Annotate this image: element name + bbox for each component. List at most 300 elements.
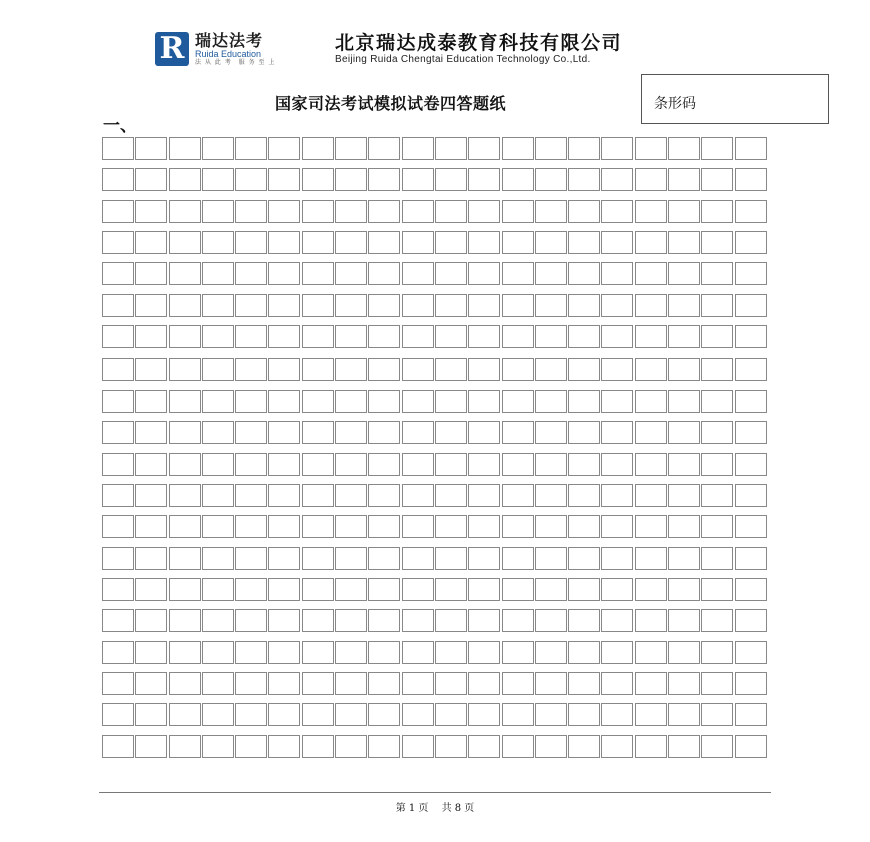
answer-cell[interactable] [635,421,667,444]
answer-cell[interactable] [635,294,667,317]
answer-cell[interactable] [601,200,633,223]
answer-cell[interactable] [635,609,667,632]
answer-cell[interactable] [169,735,201,758]
answer-cell[interactable] [202,294,234,317]
answer-cell[interactable] [135,200,167,223]
answer-cell[interactable] [102,325,134,348]
answer-cell[interactable] [535,358,567,381]
answer-cell[interactable] [302,390,334,413]
answer-cell[interactable] [735,168,767,191]
answer-cell[interactable] [402,515,434,538]
answer-cell[interactable] [368,200,400,223]
answer-cell[interactable] [235,325,267,348]
answer-cell[interactable] [468,735,500,758]
answer-cell[interactable] [435,484,467,507]
answer-cell[interactable] [635,262,667,285]
answer-cell[interactable] [735,578,767,601]
answer-cell[interactable] [135,325,167,348]
answer-cell[interactable] [568,484,600,507]
answer-cell[interactable] [169,231,201,254]
answer-cell[interactable] [102,231,134,254]
answer-cell[interactable] [135,294,167,317]
answer-cell[interactable] [335,421,367,444]
answer-cell[interactable] [402,231,434,254]
answer-cell[interactable] [468,168,500,191]
answer-cell[interactable] [135,703,167,726]
answer-cell[interactable] [102,168,134,191]
answer-cell[interactable] [268,453,300,476]
answer-cell[interactable] [535,515,567,538]
answer-cell[interactable] [335,515,367,538]
answer-cell[interactable] [102,358,134,381]
answer-cell[interactable] [169,390,201,413]
answer-cell[interactable] [568,231,600,254]
answer-cell[interactable] [701,547,733,570]
answer-cell[interactable] [235,515,267,538]
answer-cell[interactable] [568,358,600,381]
answer-cell[interactable] [635,641,667,664]
answer-cell[interactable] [668,735,700,758]
answer-cell[interactable] [535,262,567,285]
answer-cell[interactable] [335,484,367,507]
answer-cell[interactable] [601,609,633,632]
answer-cell[interactable] [601,672,633,695]
answer-cell[interactable] [668,703,700,726]
answer-cell[interactable] [202,421,234,444]
answer-cell[interactable] [169,515,201,538]
answer-cell[interactable] [701,231,733,254]
answer-cell[interactable] [335,390,367,413]
answer-cell[interactable] [268,672,300,695]
answer-cell[interactable] [368,735,400,758]
answer-cell[interactable] [368,294,400,317]
answer-cell[interactable] [268,390,300,413]
answer-cell[interactable] [169,168,201,191]
answer-cell[interactable] [335,358,367,381]
answer-cell[interactable] [235,421,267,444]
answer-cell[interactable] [735,421,767,444]
answer-cell[interactable] [502,358,534,381]
answer-cell[interactable] [235,547,267,570]
answer-cell[interactable] [102,703,134,726]
answer-cell[interactable] [502,735,534,758]
answer-cell[interactable] [701,200,733,223]
answer-cell[interactable] [368,515,400,538]
answer-cell[interactable] [169,200,201,223]
answer-cell[interactable] [335,137,367,160]
answer-cell[interactable] [535,168,567,191]
answer-cell[interactable] [668,547,700,570]
answer-cell[interactable] [568,453,600,476]
answer-cell[interactable] [535,325,567,348]
answer-cell[interactable] [468,137,500,160]
answer-cell[interactable] [468,547,500,570]
answer-cell[interactable] [535,547,567,570]
answer-cell[interactable] [468,421,500,444]
answer-cell[interactable] [735,231,767,254]
answer-cell[interactable] [235,358,267,381]
answer-cell[interactable] [302,484,334,507]
answer-cell[interactable] [601,547,633,570]
answer-cell[interactable] [601,735,633,758]
answer-cell[interactable] [668,421,700,444]
answer-cell[interactable] [202,390,234,413]
answer-cell[interactable] [335,200,367,223]
answer-cell[interactable] [368,168,400,191]
answer-cell[interactable] [701,703,733,726]
answer-cell[interactable] [169,484,201,507]
answer-cell[interactable] [235,609,267,632]
answer-cell[interactable] [102,578,134,601]
answer-cell[interactable] [601,703,633,726]
answer-cell[interactable] [102,262,134,285]
answer-cell[interactable] [568,672,600,695]
answer-cell[interactable] [302,609,334,632]
answer-cell[interactable] [635,547,667,570]
answer-cell[interactable] [568,735,600,758]
answer-cell[interactable] [102,390,134,413]
answer-cell[interactable] [568,421,600,444]
answer-cell[interactable] [502,262,534,285]
answer-cell[interactable] [302,421,334,444]
answer-cell[interactable] [402,703,434,726]
answer-cell[interactable] [235,200,267,223]
answer-cell[interactable] [202,578,234,601]
answer-cell[interactable] [368,421,400,444]
answer-cell[interactable] [502,137,534,160]
answer-cell[interactable] [701,390,733,413]
answer-cell[interactable] [502,168,534,191]
answer-cell[interactable] [368,262,400,285]
answer-cell[interactable] [368,547,400,570]
answer-cell[interactable] [701,515,733,538]
answer-cell[interactable] [302,453,334,476]
answer-cell[interactable] [102,609,134,632]
answer-cell[interactable] [468,578,500,601]
answer-cell[interactable] [202,515,234,538]
answer-cell[interactable] [102,137,134,160]
answer-cell[interactable] [535,453,567,476]
answer-cell[interactable] [435,137,467,160]
answer-cell[interactable] [135,262,167,285]
answer-cell[interactable] [268,325,300,348]
answer-cell[interactable] [135,547,167,570]
answer-cell[interactable] [335,168,367,191]
answer-cell[interactable] [668,358,700,381]
answer-cell[interactable] [202,484,234,507]
answer-cell[interactable] [402,609,434,632]
answer-cell[interactable] [402,262,434,285]
answer-cell[interactable] [735,390,767,413]
answer-cell[interactable] [268,515,300,538]
answer-cell[interactable] [568,547,600,570]
answer-cell[interactable] [435,294,467,317]
answer-cell[interactable] [502,200,534,223]
answer-cell[interactable] [335,294,367,317]
answer-cell[interactable] [202,325,234,348]
answer-cell[interactable] [135,358,167,381]
answer-cell[interactable] [601,262,633,285]
answer-cell[interactable] [235,390,267,413]
answer-cell[interactable] [635,453,667,476]
answer-cell[interactable] [402,735,434,758]
answer-cell[interactable] [701,262,733,285]
answer-cell[interactable] [701,358,733,381]
answer-cell[interactable] [468,231,500,254]
answer-cell[interactable] [302,578,334,601]
answer-cell[interactable] [235,672,267,695]
answer-cell[interactable] [169,358,201,381]
answer-cell[interactable] [502,515,534,538]
answer-cell[interactable] [135,168,167,191]
answer-cell[interactable] [135,453,167,476]
answer-cell[interactable] [235,168,267,191]
answer-cell[interactable] [468,484,500,507]
answer-cell[interactable] [135,231,167,254]
answer-cell[interactable] [268,231,300,254]
answer-cell[interactable] [535,421,567,444]
answer-cell[interactable] [735,672,767,695]
answer-cell[interactable] [368,325,400,348]
answer-cell[interactable] [601,168,633,191]
answer-cell[interactable] [169,703,201,726]
answer-cell[interactable] [701,609,733,632]
answer-cell[interactable] [202,200,234,223]
answer-cell[interactable] [135,609,167,632]
answer-cell[interactable] [335,231,367,254]
answer-cell[interactable] [169,672,201,695]
answer-cell[interactable] [135,390,167,413]
answer-cell[interactable] [302,200,334,223]
answer-cell[interactable] [435,672,467,695]
answer-cell[interactable] [502,325,534,348]
answer-cell[interactable] [202,547,234,570]
answer-cell[interactable] [135,137,167,160]
answer-cell[interactable] [735,262,767,285]
answer-cell[interactable] [468,294,500,317]
answer-cell[interactable] [302,547,334,570]
answer-cell[interactable] [402,390,434,413]
answer-cell[interactable] [635,137,667,160]
answer-cell[interactable] [135,515,167,538]
answer-cell[interactable] [701,421,733,444]
answer-cell[interactable] [635,735,667,758]
answer-cell[interactable] [268,358,300,381]
answer-cell[interactable] [601,515,633,538]
answer-cell[interactable] [202,137,234,160]
answer-cell[interactable] [235,231,267,254]
answer-cell[interactable] [268,641,300,664]
answer-cell[interactable] [735,703,767,726]
answer-cell[interactable] [468,358,500,381]
answer-cell[interactable] [701,484,733,507]
answer-cell[interactable] [568,641,600,664]
answer-cell[interactable] [668,390,700,413]
answer-cell[interactable] [302,515,334,538]
answer-cell[interactable] [601,578,633,601]
answer-cell[interactable] [235,453,267,476]
answer-cell[interactable] [235,735,267,758]
answer-cell[interactable] [701,294,733,317]
answer-cell[interactable] [235,294,267,317]
answer-cell[interactable] [435,421,467,444]
answer-cell[interactable] [435,735,467,758]
answer-cell[interactable] [169,547,201,570]
answer-cell[interactable] [568,515,600,538]
answer-cell[interactable] [735,200,767,223]
answer-cell[interactable] [502,484,534,507]
answer-cell[interactable] [435,453,467,476]
answer-cell[interactable] [202,735,234,758]
answer-cell[interactable] [169,609,201,632]
answer-cell[interactable] [701,453,733,476]
answer-cell[interactable] [268,137,300,160]
answer-cell[interactable] [169,641,201,664]
answer-cell[interactable] [701,137,733,160]
answer-cell[interactable] [635,390,667,413]
answer-cell[interactable] [635,200,667,223]
answer-cell[interactable] [268,294,300,317]
answer-cell[interactable] [601,641,633,664]
answer-cell[interactable] [735,294,767,317]
answer-cell[interactable] [368,358,400,381]
answer-cell[interactable] [268,200,300,223]
answer-cell[interactable] [701,578,733,601]
answer-cell[interactable] [668,515,700,538]
answer-cell[interactable] [568,325,600,348]
answer-cell[interactable] [335,735,367,758]
answer-cell[interactable] [568,578,600,601]
answer-cell[interactable] [302,168,334,191]
answer-cell[interactable] [535,703,567,726]
answer-cell[interactable] [635,672,667,695]
answer-cell[interactable] [268,609,300,632]
answer-cell[interactable] [335,547,367,570]
answer-cell[interactable] [701,641,733,664]
answer-cell[interactable] [202,641,234,664]
answer-cell[interactable] [402,168,434,191]
answer-cell[interactable] [302,294,334,317]
answer-cell[interactable] [435,390,467,413]
answer-cell[interactable] [268,262,300,285]
answer-cell[interactable] [635,484,667,507]
answer-cell[interactable] [468,641,500,664]
answer-cell[interactable] [502,703,534,726]
answer-cell[interactable] [402,358,434,381]
answer-cell[interactable] [169,137,201,160]
answer-cell[interactable] [302,735,334,758]
answer-cell[interactable] [601,325,633,348]
answer-cell[interactable] [535,294,567,317]
answer-cell[interactable] [268,703,300,726]
answer-cell[interactable] [302,672,334,695]
answer-cell[interactable] [502,294,534,317]
answer-cell[interactable] [435,578,467,601]
answer-cell[interactable] [668,609,700,632]
answer-cell[interactable] [535,390,567,413]
answer-cell[interactable] [235,137,267,160]
answer-cell[interactable] [135,578,167,601]
answer-cell[interactable] [535,641,567,664]
answer-cell[interactable] [302,703,334,726]
answer-cell[interactable] [368,641,400,664]
answer-cell[interactable] [568,262,600,285]
answer-cell[interactable] [268,421,300,444]
answer-cell[interactable] [468,609,500,632]
answer-cell[interactable] [668,484,700,507]
answer-cell[interactable] [601,294,633,317]
answer-cell[interactable] [302,325,334,348]
answer-cell[interactable] [668,641,700,664]
answer-cell[interactable] [701,325,733,348]
answer-cell[interactable] [368,703,400,726]
answer-cell[interactable] [535,200,567,223]
answer-cell[interactable] [535,137,567,160]
answer-cell[interactable] [302,262,334,285]
answer-cell[interactable] [268,578,300,601]
answer-cell[interactable] [601,137,633,160]
answer-cell[interactable] [368,484,400,507]
answer-cell[interactable] [102,484,134,507]
answer-cell[interactable] [502,547,534,570]
answer-cell[interactable] [202,231,234,254]
answer-cell[interactable] [268,484,300,507]
answer-cell[interactable] [635,515,667,538]
answer-cell[interactable] [735,453,767,476]
answer-cell[interactable] [368,231,400,254]
answer-cell[interactable] [635,168,667,191]
answer-cell[interactable] [235,578,267,601]
answer-cell[interactable] [169,421,201,444]
answer-cell[interactable] [169,453,201,476]
answer-cell[interactable] [102,547,134,570]
answer-cell[interactable] [102,672,134,695]
answer-cell[interactable] [668,453,700,476]
answer-cell[interactable] [735,547,767,570]
answer-cell[interactable] [202,262,234,285]
answer-cell[interactable] [668,262,700,285]
answer-cell[interactable] [368,390,400,413]
answer-cell[interactable] [435,200,467,223]
answer-cell[interactable] [601,231,633,254]
answer-cell[interactable] [235,641,267,664]
answer-cell[interactable] [735,735,767,758]
answer-cell[interactable] [335,641,367,664]
answer-cell[interactable] [635,231,667,254]
answer-cell[interactable] [368,609,400,632]
answer-cell[interactable] [335,325,367,348]
answer-cell[interactable] [568,703,600,726]
answer-cell[interactable] [668,231,700,254]
answer-cell[interactable] [368,453,400,476]
answer-cell[interactable] [202,358,234,381]
answer-cell[interactable] [435,231,467,254]
answer-cell[interactable] [701,168,733,191]
answer-cell[interactable] [235,484,267,507]
answer-cell[interactable] [335,578,367,601]
answer-cell[interactable] [468,703,500,726]
answer-cell[interactable] [668,168,700,191]
answer-cell[interactable] [102,641,134,664]
answer-cell[interactable] [535,231,567,254]
answer-cell[interactable] [335,609,367,632]
answer-cell[interactable] [468,325,500,348]
answer-cell[interactable] [468,390,500,413]
answer-cell[interactable] [335,262,367,285]
answer-cell[interactable] [701,735,733,758]
answer-cell[interactable] [135,421,167,444]
answer-cell[interactable] [435,609,467,632]
